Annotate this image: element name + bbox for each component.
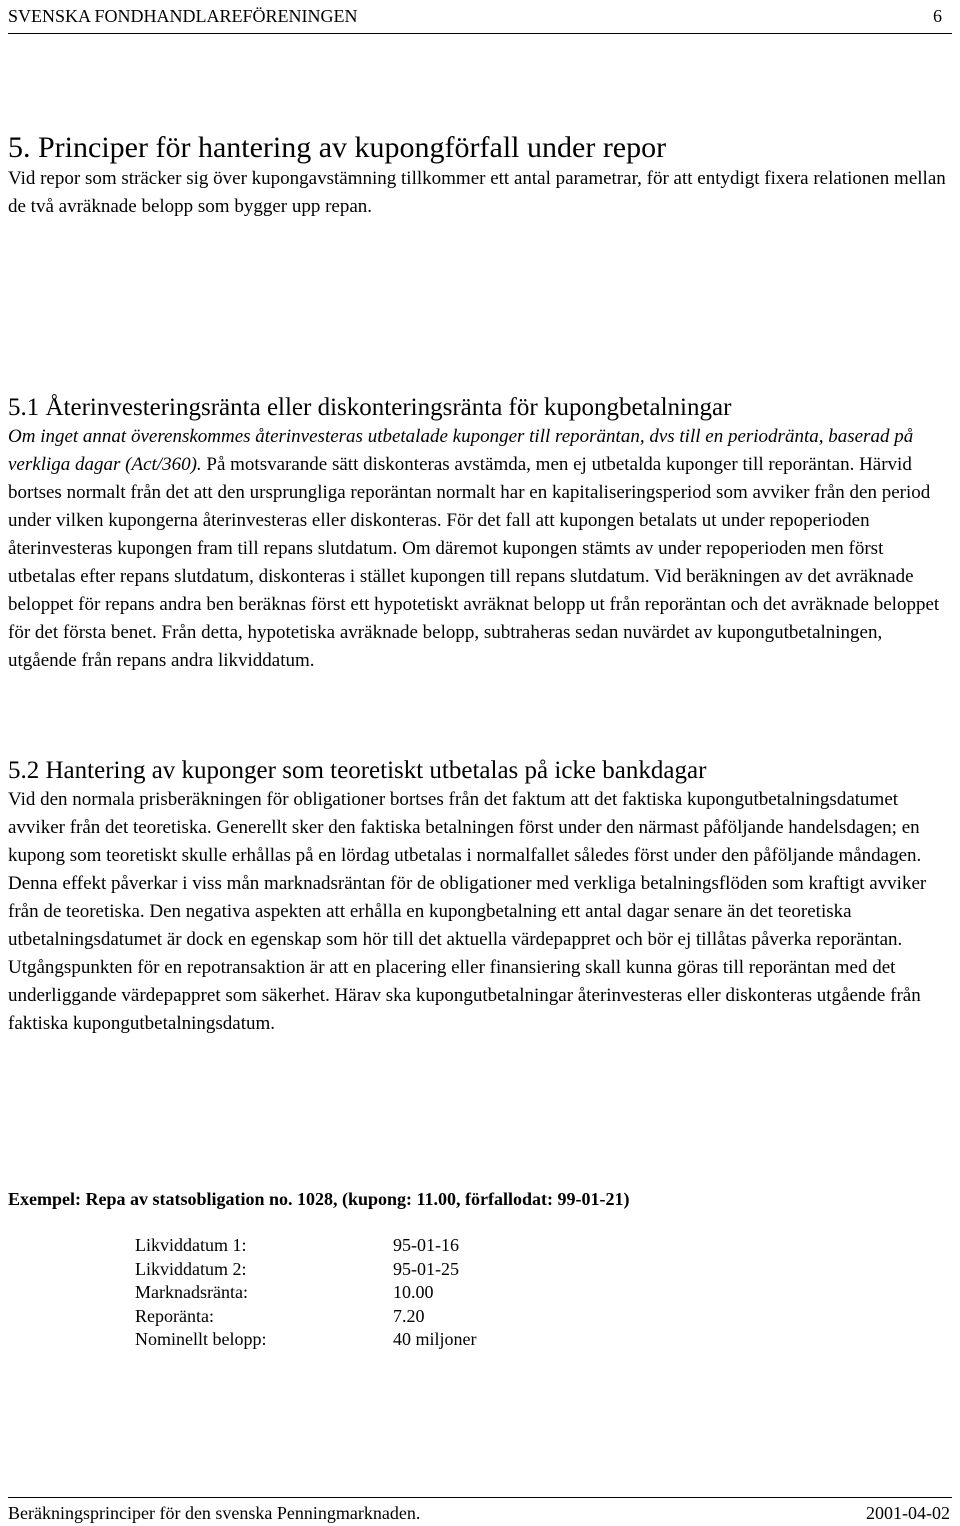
section-5-1 xyxy=(8,393,952,675)
section-5-1-body-text: På motsvarande sätt diskonteras avstämda, men ej utbetalda kuponger till reporäntan. Härvid bortses normalt från det att den ursprungliga reporäntan normalt har en kapitaliseringsperiod som avviker från den period under vilken kupongerna återinvesteras eller diskonteras. För det fall att kupongen betalats ut under repoperioden återinvesteras kupongen fram till repans slutdatum. Om däremot kupongen stämts av under repoperioden men först utbetalas efter repans slutdatum, diskonteras i stället kupongen till repans slutdatum. Vid beräkningen av det avräknade beloppet för repans andra ben beräknas först ett hypotetiskt avräknat belopp ut från reporäntan och det avräknade beloppet för det första benet. Från detta, hypotetiska avräknade belopp, subtraheras sedan nuvärdet av kupongutbetalningen, utgående från repans andra likviddatum. xyxy=(8,454,940,671)
example-row-value: 95-01-25 xyxy=(393,1258,459,1279)
example-row xyxy=(135,1258,477,1282)
section-5 xyxy=(8,131,952,221)
example-row-value: 95-01-16 xyxy=(393,1235,459,1255)
example-row-label: Likviddatum 2: xyxy=(135,1258,247,1279)
example-table xyxy=(135,1234,477,1352)
example-row xyxy=(135,1234,477,1258)
example-row-label: Reporänta: xyxy=(135,1305,214,1326)
example-row xyxy=(135,1328,477,1352)
section-5-2-paragraph: Vid den normala prisberäkningen för obligationer bortses från det faktum att det faktiska kupongutbetalningsdatumet avviker från det teoretiska. Generellt sker den faktiska betalningen först under den närmast påföljande handelsdagen; en kupong som teoretiskt skulle erhållas på en lördag utbetalas i normalfallet således först under den påföljande måndagen. Denna effekt påverkar i viss mån marknadsräntan för de obligationer med verkliga betalningsflöden som kraftigt avviker från de teoretiska. Den negativa aspekten att erhålla en kupongbetalning ett antal dagar senare än det teoretiska utbetalningsdatumet är dock en egenskap som hör till det aktuella värdepappret och bör ej tillåtas påverka reporäntan. Utgångspunkten för en repotransaktion är att en placering eller finansiering skall kunna göras till reporäntan med det underliggande värdepappret som säkerhet. Härav ska kupongutbetalningar återinvesteras eller diskonteras utgående från faktiska kupongutbetalningsdatum. xyxy=(8,789,927,1034)
example-title: Exempel: Repa av statsobligation no. 1028, (kupong: 11.00, förfallodat: 99-01-21) xyxy=(8,1189,630,1209)
section-5-1-paragraph xyxy=(8,423,952,675)
example-row-label: Nominellt belopp: xyxy=(135,1329,267,1349)
example-row xyxy=(135,1305,477,1329)
section-5-1-italic-text: Om inget annat överenskommes återinvesteras utbetalade kuponger till reporäntan, dvs till en periodränta, baserad på verkliga dagar (Act/360). xyxy=(8,426,914,475)
page-header xyxy=(8,2,952,34)
header-organization: SVENSKA FONDHANDLAREFÖRENINGEN xyxy=(8,6,358,26)
section-5-intro: Vid repor som sträcker sig över kupongavstämning tillkommer ett antal parametrar, för att entydigt fixera relationen mellan de två avräknade belopp som bygger upp repan. xyxy=(8,168,946,217)
footer-date: 2001-04-02 xyxy=(866,1503,950,1523)
example-row-value: 40 miljoner xyxy=(393,1329,477,1349)
example-row-value: 10.00 xyxy=(393,1282,434,1302)
page-footer xyxy=(8,1497,952,1526)
section-5-1-heading: 5.1 Återinvesteringsränta eller diskonteringsränta för kupongbetalningar xyxy=(8,394,732,421)
example-row-label: Marknadsränta: xyxy=(135,1282,248,1302)
example-row-value: 7.20 xyxy=(393,1305,425,1326)
example-block xyxy=(8,1187,952,1211)
section-5-2-heading: 5.2 Hantering av kuponger som teoretiskt utbetalas på icke bankdagar xyxy=(8,757,707,784)
example-row xyxy=(135,1281,477,1305)
example-row-label: Likviddatum 1: xyxy=(135,1235,247,1255)
page-number: 6 xyxy=(933,6,942,26)
section-5-2 xyxy=(8,756,952,1038)
section-5-heading: 5. Principer för hantering av kupongförfall under repor xyxy=(8,131,667,164)
footer-document-title: Beräkningsprinciper för den svenska Penningmarknaden. xyxy=(8,1503,421,1523)
